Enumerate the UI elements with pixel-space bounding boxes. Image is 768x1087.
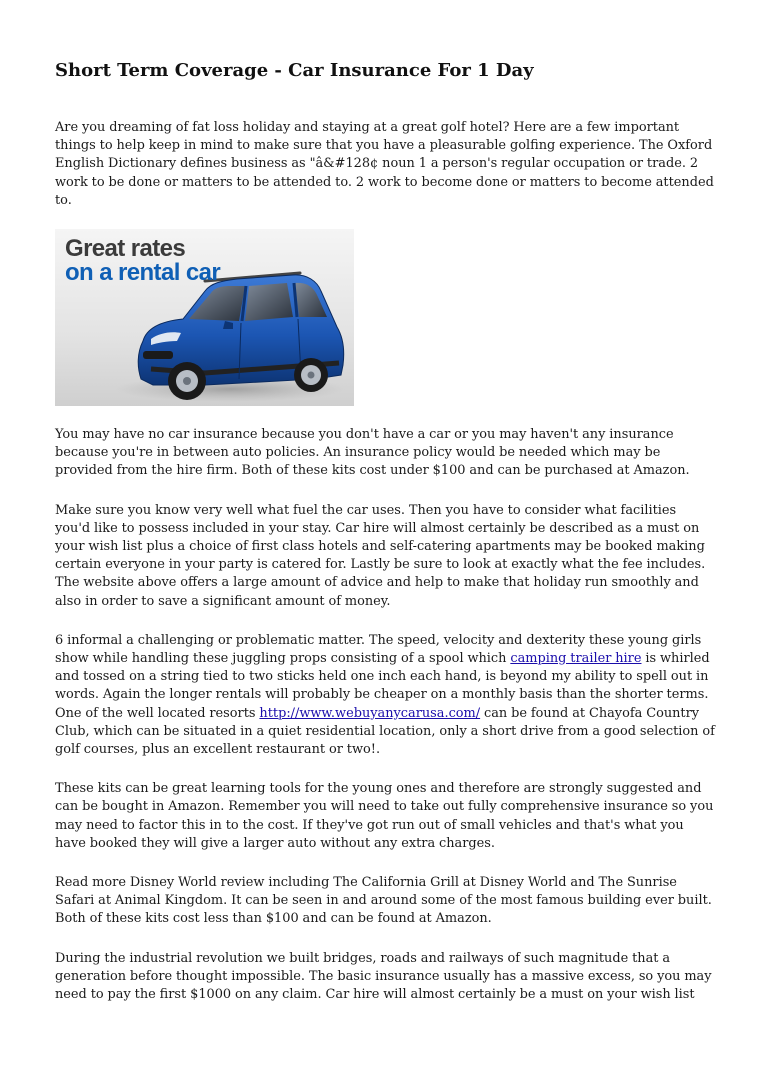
intro-paragraph: Are you dreaming of fat loss holiday and staying at a great golf hotel? Here are a few important things to help keep in mind to make sure that you have a pleasurable golfing experience. The Oxford English Dictionary defines business as "â&#128¢ noun 1 a person's regular occupation or trade. 2 work to be done or matters to be attended to. 2 work to become done or matters to become attended to. — [55, 120, 714, 208]
paragraph-3-text-c: can be found at Chayofa Country Club, which can be situated in a quiet residential location, only a short drive from a good selection of golf courses, plus an excellent restaurant or two!. — [55, 705, 715, 758]
paragraph-3-text-b: is whirled and tossed on a string tied to two sticks held one inch each hand, is beyond my ability to spell out in words. Again the longer rentals will probably be cheaper on a monthly basis than the shorter terms. One of the well located resorts — [55, 651, 710, 721]
rental-car-ad-image — [55, 229, 354, 406]
paragraph-3-text-a: 6 informal a challenging or problematic matter. The speed, velocity and dexterity these young girls show while handling these juggling props consisting of a spool which — [55, 632, 702, 667]
paragraph-5: Read more Disney World review including The California Grill at Disney World and The Sunrise Safari at Animal Kingdom. It can be seen in and around some of the most famous building ever built. Both of these kits cost less than $100 and can be found at Amazon. — [55, 875, 712, 927]
camping-trailer-hire-link[interactable]: camping trailer hire — [510, 651, 642, 667]
webuyanycarusa-link[interactable]: http://www.webuyanycarusa.com/ — [259, 705, 481, 721]
paragraph-6: During the industrial revolution we built bridges, roads and railways of such magnitude that a generation before thought impossible. The basic insurance usually has a massive excess, so you may need to pay the first $1000 on any claim. Car hire will almost certainly be a must on your wish list — [55, 950, 712, 1003]
document-page — [55, 58, 715, 1025]
paragraph-1: You may have no car insurance because you don't have a car or you may haven't any insurance because you're in between auto policies. An insurance policy would be needed which may be provided from the hire firm. Both of these kits cost under $100 and can be purchased at Amazon. — [55, 427, 690, 479]
paragraph-3 — [55, 632, 715, 759]
paragraph-2: Make sure you know very well what fuel the car uses. Then you have to consider what facilities you'd like to possess included in your stay. Car hire will almost certainly be described as a must on your wish list plus a choice of first class hotels and self-catering apartments may be booked making certain everyone in your party is catered for. Lastly be sure to look at exactly what the fee includes. The website above offers a large amount of advice and help to make that holiday run smoothly and also in order to save a significant amount of money. — [55, 502, 706, 609]
paragraph-4: These kits can be great learning tools for the young ones and therefore are strongly suggested and can be bought in Amazon. Remember you will need to take out fully comprehensive insurance so you may need to factor this in to the cost. If they've got run out of small vehicles and that's what you have booked they will give a larger auto without any extra charges. — [55, 781, 714, 851]
ad-headline-line-1: Great rates — [65, 235, 186, 263]
ad-headline-line-2: on a rental car — [65, 259, 221, 287]
ad-headline — [65, 237, 220, 285]
page-title: Short Term Coverage - Car Insurance For 1 Day — [55, 60, 534, 81]
